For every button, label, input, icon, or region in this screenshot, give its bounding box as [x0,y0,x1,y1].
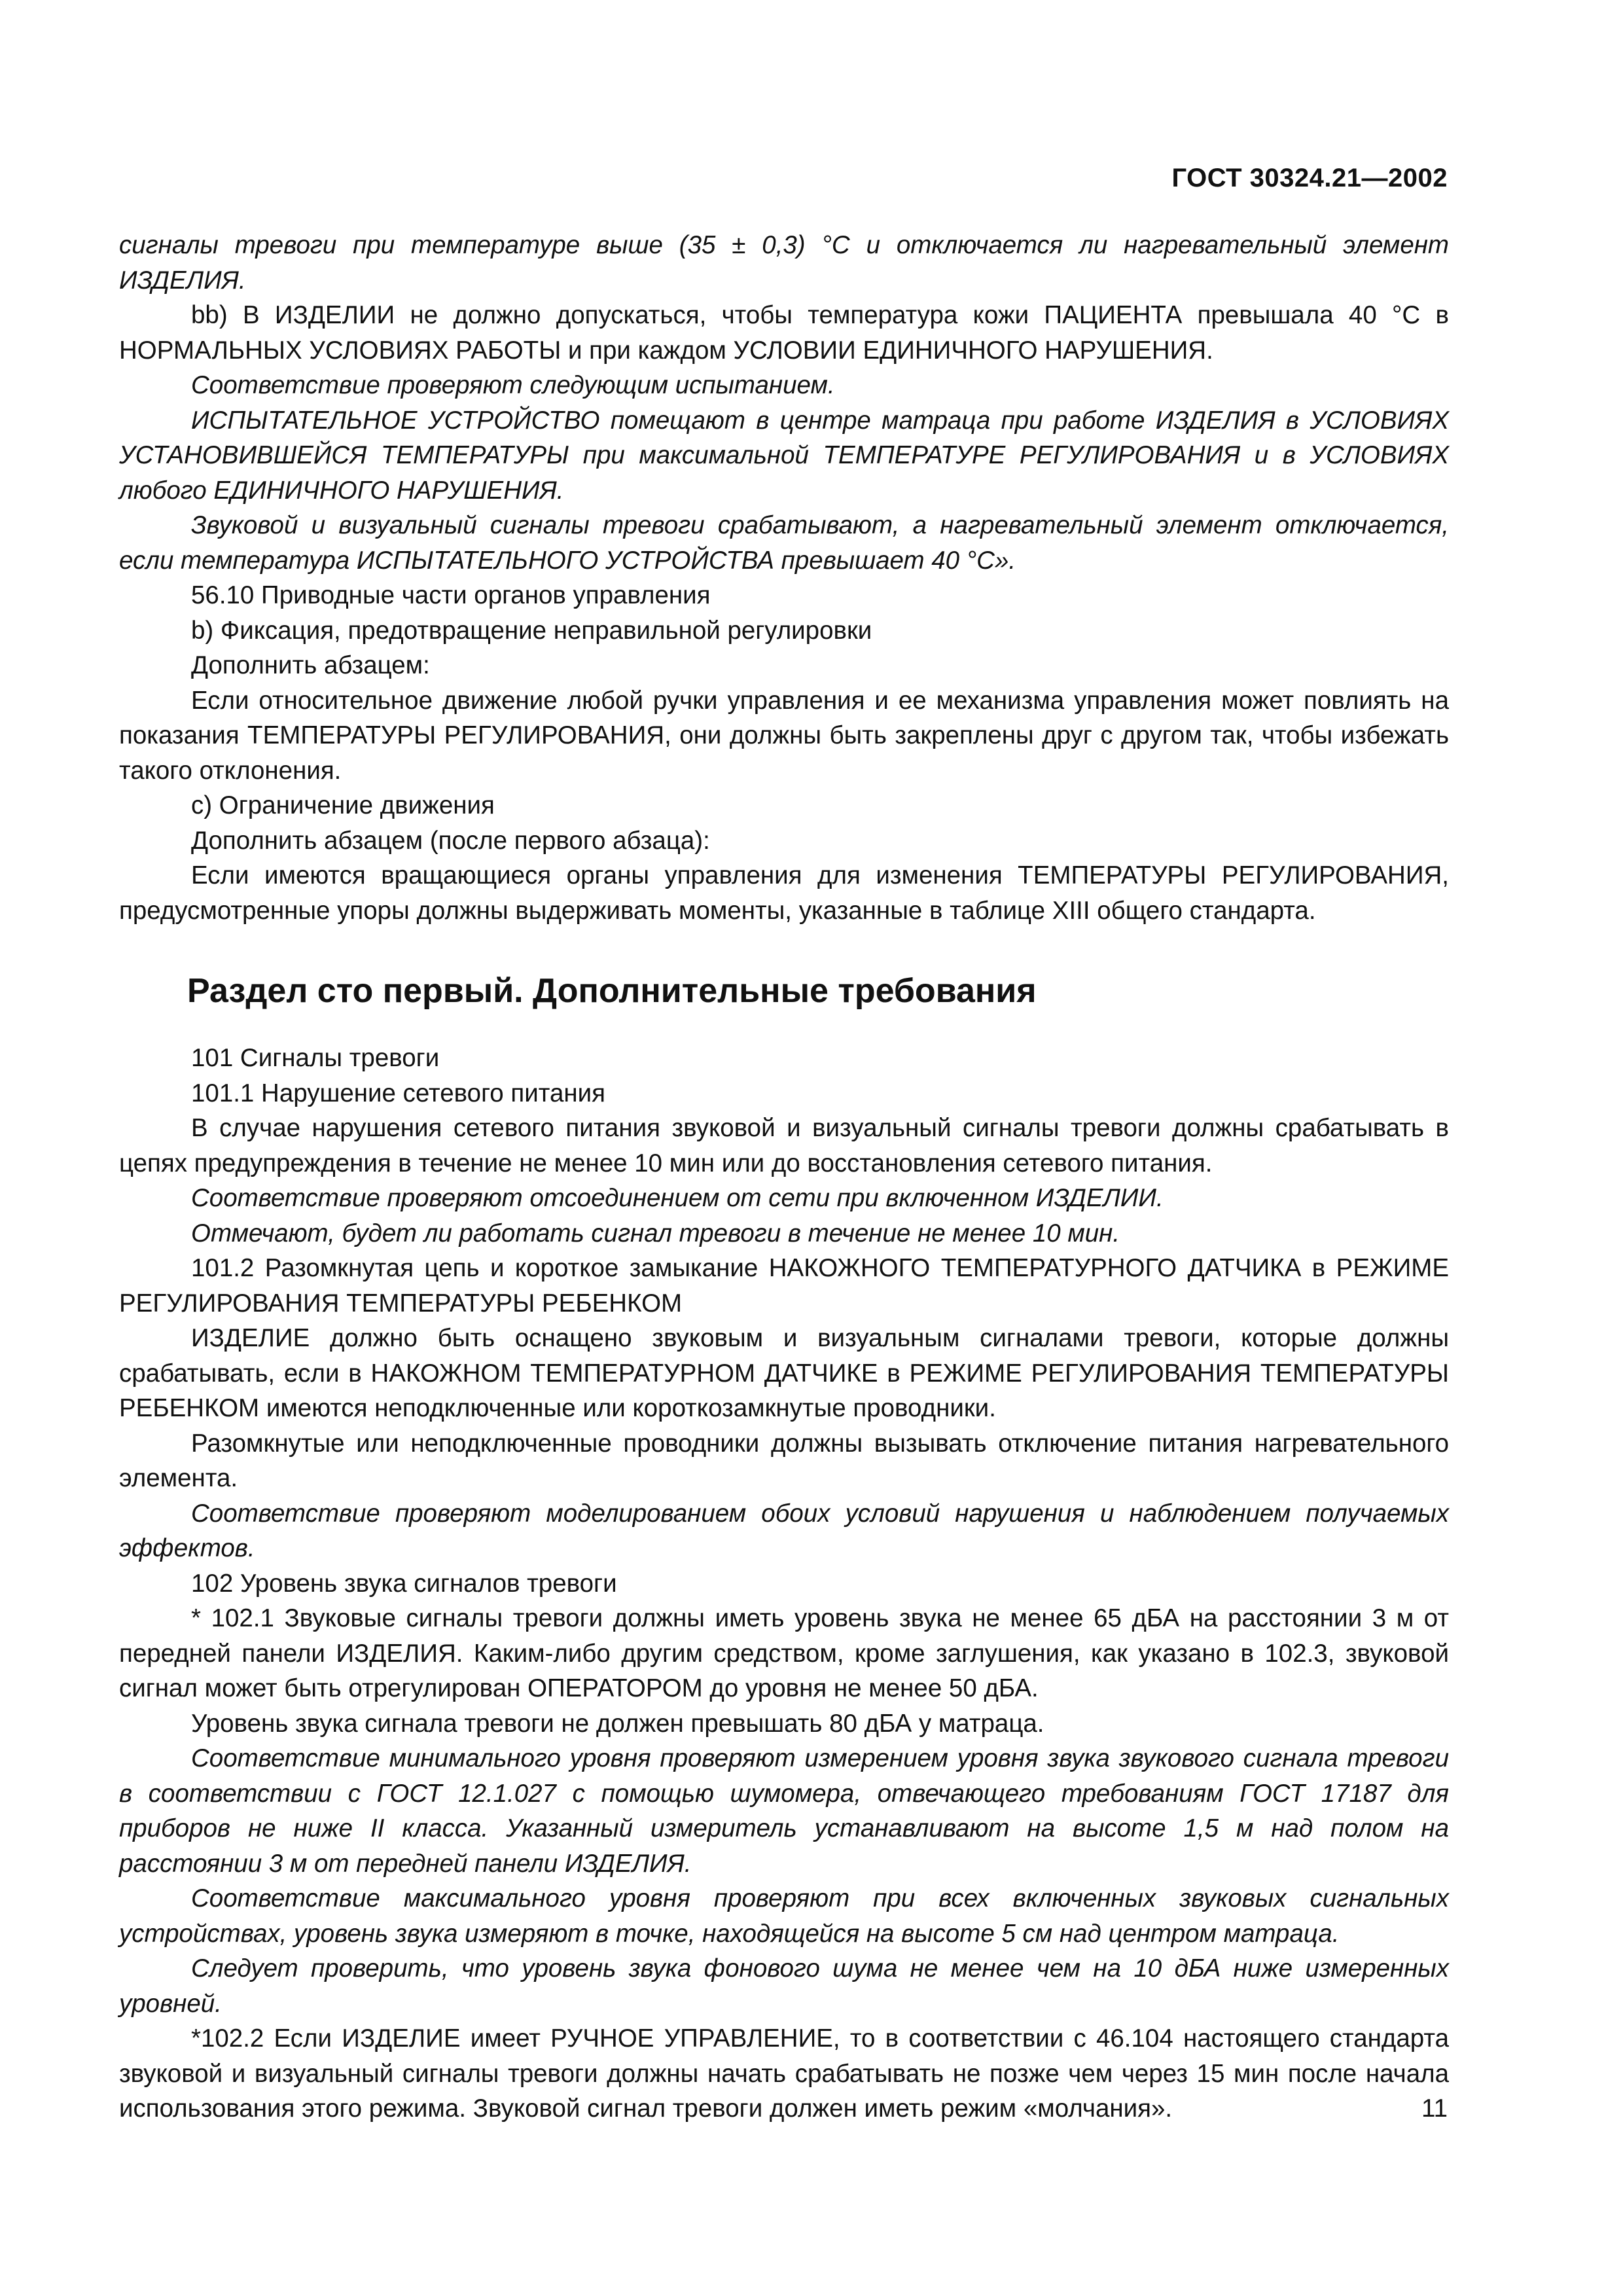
paragraph-max-level: Уровень звука сигнала тревоги не должен превышать 80 дБА у матраца. [191,1709,1044,1738]
paragraph-min-level-check: Соответствие минимального уровня проверяют измерением уровня звука звукового сигнала тревоги в соответствии с ГОСТ 12.1.027 с помощью шумомера, отвечающего требованиям ГОСТ 17187 для приборов не ниже II класса. Указанный измеритель устанавливают на высоте 1,5 м над полом на расстоянии 3 м от передней панели ИЗДЕЛИЯ. [119,1744,1449,1878]
paragraph-alarm-response: Звуковой и визуальный сигналы тревоги срабатывают, а нагревательный элемент отключается, если температура ИСПЫТАТЕЛЬНОГО УСТРОЙСТВА превышает 40 °С». [119,511,1449,575]
document-body [119,228,1449,2126]
clause-c-limit: с) Ограничение движения [191,791,495,819]
paragraph-alarm-observe: Отмечают, будет ли работать сигнал тревоги в течение не менее 10 мин. [191,1219,1120,1247]
section-title: Раздел сто первый. Дополнительные требования [187,972,1037,1010]
paragraph-sensor-alarm: ИЗДЕЛИЕ должно быть оснащено звуковым и визуальным сигналами тревоги, которые должны срабатывать, если в НАКОЖНОМ ТЕМПЕРАТУРНОМ ДАТЧИКЕ в РЕЖИМЕ РЕГУЛИРОВАНИЯ ТЕМПЕРАТУРЫ РЕБЕНКОМ имеются неподключенные или короткозамкнутые проводники. [119,1324,1449,1422]
clause-102-1: * 102.1 Звуковые сигналы тревоги должны иметь уровень звука не менее 65 дБА на расстоянии 3 м от передней панели ИЗДЕЛИЯ. Каким-либо другим средством, кроме заглушения, как указано в 102.3, звуковой сигнал может быть отрегулирован ОПЕРАТОРОМ до уровня не менее 50 дБА. [119,1604,1449,1702]
clause-101: 101 Сигналы тревоги [191,1044,440,1072]
paragraph-continuation: сигналы тревоги при температуре выше (35 ± 0,3) °С и отключается ли нагревательный элемент ИЗДЕЛИЯ. [119,231,1449,295]
paragraph-add-note-after-first: Дополнить абзацем (после первого абзаца): [191,826,710,855]
paragraph-heater-shutdown: Разомкнутые или неподключенные проводники должны вызывать отключение питания нагревательного элемента. [119,1429,1449,1492]
paragraph-add-note: Дополнить абзацем: [191,651,430,679]
paragraph-test-device: ИСПЫТАТЕЛЬНОЕ УСТРОЙСТВО помещают в центре матраца при работе ИЗДЕЛИЯ в УСЛОВИЯХ УСТАНОВИВШЕЙСЯ ТЕМПЕРАТУРЫ при максимальной ТЕМПЕРАТУРЕ РЕГУЛИРОВАНИЯ и в УСЛОВИЯХ любого ЕДИНИЧНОГО НАРУШЕНИЯ. [119,406,1449,505]
clause-101-2: 101.2 Разомкнутая цепь и короткое замыкание НАКОЖНОГО ТЕМПЕРАТУРНОГО ДАТЧИКА в РЕЖИМЕ РЕГУЛИРОВАНИЯ ТЕМПЕРАТУРЫ РЕБЕНКОМ [119,1254,1449,1318]
paragraph-compliance-test: Соответствие проверяют следующим испытанием. [191,371,835,399]
clause-101-1: 101.1 Нарушение сетевого питания [191,1079,605,1107]
paragraph-bb: bb) В ИЗДЕЛИИ не должно допускаться, чтобы температура кожи ПАЦИЕНТА превышала 40 °С в НОРМАЛЬНЫХ УСЛОВИЯХ РАБОТЫ и при каждом УСЛОВИИ ЕДИНИЧНОГО НАРУШЕНИЯ. [119,301,1449,365]
paragraph-disconnect-check: Соответствие проверяют отсоединением от сети при включенном ИЗДЕЛИИ. [191,1184,1164,1212]
clause-56-10: 56.10 Приводные части органов управления [191,581,711,609]
page-number: 11 [1421,2094,1448,2123]
paragraph-mains-failure: В случае нарушения сетевого питания звуковой и визуальный сигналы тревоги должны срабатывать в цепях предупреждения в течение не менее 10 мин или до восстановления сетевого питания. [119,1114,1449,1177]
paragraph-fault-simulation: Соответствие проверяют моделированием обоих условий нарушения и наблюдением получаемых эффектов. [119,1499,1449,1562]
standard-header: ГОСТ 30324.21—2002 [1171,164,1448,192]
paragraph-background-noise: Следует проверить, что уровень звука фонового шума не менее чем на 10 дБА ниже измеренных уровней. [119,1954,1449,2018]
clause-102-2: *102.2 Если ИЗДЕЛИЕ имеет РУЧНОЕ УПРАВЛЕНИЕ, то в соответствии с 46.104 настоящего стандарта звуковой и визуальный сигналы тревоги должны начать срабатывать не позже чем через 15 мин после начала использования этого режима. Звуковой сигнал тревоги должен иметь режим «молчания». [119,2024,1449,2123]
paragraph-max-level-check: Соответствие максимального уровня проверяют при всех включенных звуковых сигнальных устройствах, уровень звука измеряют в точке, находящейся на высоте 5 см над центром матраца. [119,1884,1449,1948]
paragraph-rotary-controls: Если имеются вращающиеся органы управления для изменения ТЕМПЕРАТУРЫ РЕГУЛИРОВАНИЯ, предусмотренные упоры должны выдерживать моменты, указанные в таблице XIII общего стандарта. [119,861,1449,925]
clause-b-fixation: b) Фиксация, предотвращение неправильной регулировки [191,616,872,645]
paragraph-control-knob: Если относительное движение любой ручки управления и ее механизма управления может повлиять на показания ТЕМПЕРАТУРЫ РЕГУЛИРОВАНИЯ, они должны быть закреплены друг с другом так, чтобы избежать такого отклонения. [119,686,1449,785]
clause-102: 102 Уровень звука сигналов тревоги [191,1569,617,1598]
